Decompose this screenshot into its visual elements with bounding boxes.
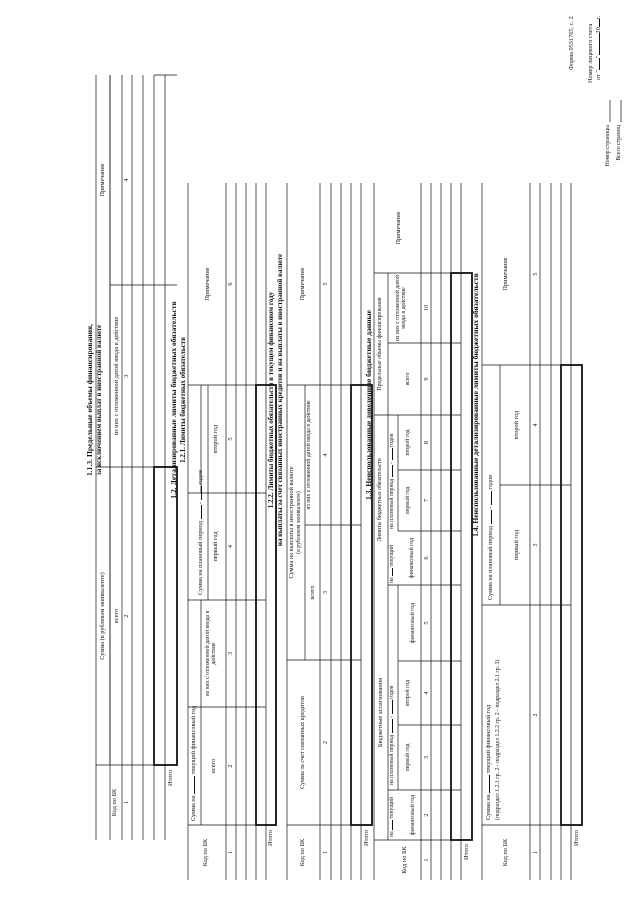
lbo-second-year-header: второй год bbox=[405, 429, 411, 456]
col-num-2: 2 bbox=[532, 713, 539, 717]
appropriations-header: Бюджетные ассигнования bbox=[377, 677, 384, 748]
note-header: Примечание bbox=[502, 257, 509, 291]
total-label: Итого bbox=[167, 770, 174, 786]
fin-all-header: всего bbox=[405, 372, 411, 386]
col-num-10: 10 bbox=[423, 304, 430, 312]
col-num-3: 3 bbox=[423, 755, 430, 760]
section-1-2-title: 1.2. Детализированные лимиты бюджетных обязательств bbox=[169, 301, 178, 499]
code-bk-header: Код по БК bbox=[299, 838, 306, 867]
col-num-4: 4 bbox=[322, 453, 329, 457]
col-num-6: 6 bbox=[423, 556, 430, 560]
financing-limits-header: Предельные объемы финансирования bbox=[377, 297, 383, 391]
lbo-header: Лимиты бюджетных обязательств bbox=[377, 458, 383, 542]
fin-subsidized-header: из них с отложенной датой ввода в действие bbox=[395, 274, 407, 342]
date-year-suffix: г. bbox=[595, 15, 602, 20]
col-num-3: 3 bbox=[532, 543, 539, 547]
subsidized-header: из них с отложенной датой ввода в действие bbox=[306, 400, 312, 510]
account-number-label: Номер лицевого счета bbox=[587, 23, 594, 83]
total-label: Итого bbox=[363, 830, 370, 846]
section-1-2-1-title: 1.2.1. Лимиты бюджетных обязательств bbox=[179, 337, 187, 463]
code-bk-header: Код по БК bbox=[202, 838, 209, 867]
lbo-first-year-header: первый год bbox=[405, 486, 411, 515]
date-from bbox=[596, 16, 602, 80]
col-num-1: 1 bbox=[227, 850, 234, 855]
col-num-1: 1 bbox=[532, 850, 539, 855]
col-num-2: 2 bbox=[423, 813, 430, 817]
col-num-6: 6 bbox=[227, 282, 234, 286]
all-header: всего bbox=[113, 608, 120, 624]
note-header: Примечание bbox=[299, 267, 306, 301]
col-num-5: 5 bbox=[227, 437, 234, 441]
date-from-label: от " bbox=[595, 70, 602, 80]
code-bk-header: Код по БК bbox=[111, 788, 118, 817]
col-num-8: 8 bbox=[423, 440, 430, 445]
col-num-3: 3 bbox=[227, 651, 234, 656]
subsidized-header: из них с отложенной датой ввода в действие bbox=[113, 316, 120, 436]
on-current-header: на текущий bbox=[389, 796, 395, 837]
code-bk-header: Код по БК bbox=[401, 846, 408, 874]
all-header: всего bbox=[210, 758, 217, 774]
plan-period-header: на плановый период - годов bbox=[389, 685, 395, 785]
date-quote: " bbox=[595, 55, 602, 59]
plan-period-header: Сумма на плановый период - годов bbox=[487, 474, 494, 600]
lbo-plan-period-header: на плановый период - годов bbox=[389, 433, 395, 529]
col-num-5: 5 bbox=[322, 282, 329, 286]
col-num-5: 5 bbox=[532, 272, 539, 276]
col-num-3: 3 bbox=[322, 590, 329, 595]
col-num-1: 1 bbox=[322, 850, 329, 855]
col-num-7: 7 bbox=[423, 498, 430, 503]
lbo-fy-header: финансовый год bbox=[410, 602, 416, 644]
col-num-4: 4 bbox=[423, 691, 430, 695]
section-1-2-2-title: 1.2.2. Лимиты бюджетных обязательств в текущем финансовом году bbox=[267, 291, 275, 509]
col-num-1: 1 bbox=[123, 800, 130, 805]
total-label: Итого bbox=[463, 844, 470, 860]
col-num-2: 2 bbox=[322, 740, 329, 745]
date-year-prefix: 20 bbox=[595, 27, 602, 34]
plan-period-header: Сумма на плановый период - годов bbox=[197, 469, 204, 595]
code-bk-header: Код по БК bbox=[502, 838, 509, 867]
section-1-1-3-subtitle: за исключением выплат в иностранной валюте bbox=[95, 324, 103, 476]
fy-header: финансовый год bbox=[410, 794, 416, 836]
subsidized-header: из них с отложенной датой ввода в действие bbox=[205, 610, 217, 697]
sum-on-current-fy: Сумма на текущий финансовый год bbox=[485, 704, 492, 820]
sum-on-current-fy: Сумма на текущий финансовый год bbox=[190, 705, 197, 821]
col-num-2: 2 bbox=[123, 614, 130, 618]
col-num-4: 4 bbox=[532, 423, 539, 427]
second-year-header: второй год bbox=[405, 679, 411, 707]
section-1-1-3-title: 1.1.3. Предельные объемы финансирования, bbox=[85, 323, 94, 477]
second-year-header: второй год bbox=[212, 424, 219, 454]
fx-currency-note: (в рублевом эквиваленте) bbox=[296, 491, 302, 554]
note-header: Примечание bbox=[204, 267, 211, 301]
linked-credits-header: Сумма за счет связанных кредитов bbox=[299, 695, 306, 790]
note-header: Примечание bbox=[99, 163, 106, 197]
col-num-5: 5 bbox=[423, 621, 430, 625]
col-num-9: 9 bbox=[423, 377, 430, 381]
form-number: Форма 0531765, с. 2 bbox=[568, 16, 575, 70]
formula-note: (подраздел 1.2.1 гр. 2 - подраздел 1.2.2 гр. 2 - подраздел 2.1 гр. 3) bbox=[495, 659, 501, 820]
total-pages-label: Всего страниц bbox=[616, 125, 622, 161]
page-number-label: Номер страницы bbox=[605, 125, 611, 167]
section-1-3-title: 1.3. Неиспользованные доведенные бюджетные данные bbox=[364, 310, 373, 500]
col-num-1: 1 bbox=[423, 858, 430, 862]
first-year-header: первый год bbox=[513, 529, 520, 561]
col-num-2: 2 bbox=[227, 764, 234, 768]
lbo-fy-col: финансовый год bbox=[409, 537, 415, 579]
section-1-2-2-subtitle: на выплаты за счет связанных иностранных кредитов и на выплаты в иностранной валюте bbox=[276, 253, 284, 547]
first-year-header: первый год bbox=[405, 743, 411, 772]
col-num-4: 4 bbox=[123, 178, 130, 182]
lbo-on-current-header: на текущий bbox=[389, 544, 395, 583]
first-year-header: первый год bbox=[212, 531, 219, 562]
total-label: Итого bbox=[573, 830, 580, 846]
col-num-3: 3 bbox=[123, 374, 130, 378]
sum-header: Сумма (в рублевом эквиваленте) bbox=[99, 572, 106, 660]
note-header: Примечание bbox=[395, 211, 402, 245]
section-1-4-title: 1.4. Неиспользованные детализированные лимиты бюджетных обязательств bbox=[471, 273, 480, 537]
col-num-4: 4 bbox=[227, 544, 234, 549]
second-year-header: второй год bbox=[513, 410, 520, 440]
all-header: всего bbox=[309, 585, 316, 600]
fx-payments-header: Сумма на выплаты в иностранной валюте bbox=[288, 466, 295, 579]
total-label: Итого bbox=[267, 830, 274, 846]
